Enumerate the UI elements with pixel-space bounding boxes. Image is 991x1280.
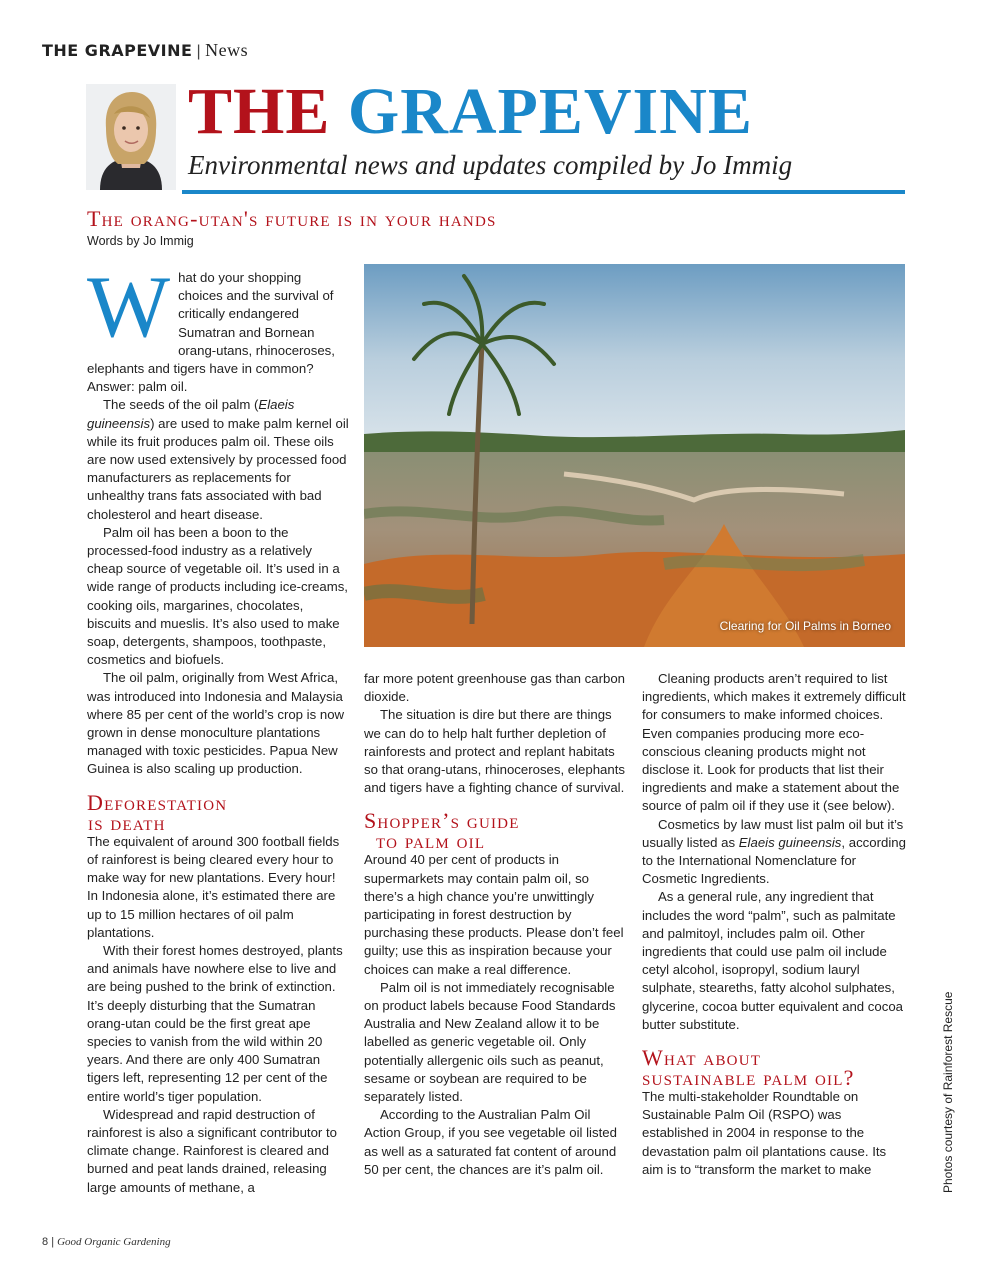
masthead-title (188, 76, 753, 148)
photo-caption: Clearing for Oil Palms in Borneo (719, 619, 891, 633)
subheading-line: is death (88, 809, 166, 835)
paragraph-text: , according to the International Nomenclature for Cosmetic Ingredients. (642, 834, 906, 887)
masthead-word-1: THE (188, 75, 331, 148)
subheading-shoppers-guide (364, 808, 626, 854)
paragraph (87, 396, 349, 523)
article-title: The orang-utan's future is in your hands (87, 206, 497, 231)
paragraph: The oil palm, originally from West Africa, was introduced into Indonesia and Malaysia where 85 per cent of the world’s crop is now grown in dense monoculture plantations managed with toxic pesticides. Papua New Guinea is also scaling up production. (87, 670, 345, 777)
hero-photo (364, 264, 905, 647)
paragraph-text: ) are used to make palm kernel oil while its fruit produces palm oil. These oils are now used extensively by processed food manufacturers as replacements for unhealthy trans fats associated with bad cholesterol and heart disease. (87, 415, 349, 522)
subheading-line: Shopper’s guide (364, 808, 520, 834)
palm-clearing-image (364, 264, 905, 647)
subheading-line: What about (642, 1045, 762, 1071)
masthead-tagline: Environmental news and updates compiled by Jo Immig (188, 150, 793, 180)
species-name: Elaeis guineensis (738, 834, 842, 850)
paragraph: The situation is dire but there are things we can do to help halt further depletion of rainforests and protect and replant habitats so that orang-utans, rhinoceroses, elephants and tigers have a fighting chance of survival. (364, 707, 625, 796)
species-name: Elaeis guineensis (87, 397, 295, 431)
footer-separator: | (51, 1236, 55, 1248)
masthead-rule (182, 190, 905, 194)
paragraph: As a general rule, any ingredient that includes the word “palm”, such as palmitate and palmitoyl, includes palm oil. Other ingredients that could use palm oil include cetyl alcohol, isopropyl, sodium lauryl sulphate, steareths, fatty alcohol sulphates, glycerine, cocoa butter equivalent and cocoa butter substitute. (642, 889, 903, 1032)
paragraph-text: The seeds of the oil palm ( (103, 397, 259, 413)
brand-label: THE GRAPEVINE (42, 41, 193, 60)
paragraph: The multi-stakeholder Roundtable on Sustainable Palm Oil (RSPO) was established in 2004 in response to the devastation palm oil plantations cause. Its aim is to “transform the market to make (642, 1089, 887, 1177)
publication-name: Good Organic Gardening (57, 1236, 171, 1248)
photo-credit: Photos courtesy of Rainforest Rescue (941, 991, 955, 1193)
separator: | (196, 43, 202, 60)
paragraph: Widespread and rapid destruction of rainforest is also a significant contributor to climate change. Rainforest is cleared and burned and peat lands drained, releasing large amounts of methane, a (87, 1106, 337, 1195)
subheading-line: to palm oil (376, 828, 486, 854)
paragraph (87, 259, 349, 396)
author-photo (86, 84, 176, 190)
paragraph: Palm oil is not immediately recognisable on product labels because Food Standards Australia and New Zealand allow it to be labelled as generic vegetable oil. Only potentially allergenic oils such as peanut, sesame or soybean are required to be separately listed. (364, 979, 616, 1105)
paragraph: The equivalent of around 300 football fields of rainforest is being cleared every hour to make way for new plantations. Every hour! In Indonesia alone, it’s estimated there are up to 15 million hectares of oil palm plantations. (87, 833, 340, 940)
section-name: News (205, 40, 249, 60)
paragraph (642, 816, 906, 889)
drop-cap: W (87, 259, 171, 356)
article-byline: Words by Jo Immig (87, 234, 194, 248)
subheading-line: sustainable palm oil? (642, 1065, 855, 1091)
paragraph: far more potent greenhouse gas than carbon dioxide. (364, 671, 625, 705)
page-footer (42, 1236, 171, 1248)
author-portrait (86, 84, 176, 190)
column-1 (87, 259, 349, 1197)
subheading-sustainable (642, 1045, 906, 1091)
subheading-deforestation (87, 789, 349, 835)
paragraph: According to the Australian Palm Oil Action Group, if you see vegetable oil listed as well as a saturated fat content of around 50 per cent, the chances are it’s palm oil. (364, 1107, 617, 1177)
paragraph: Around 40 per cent of products in supermarkets may contain palm oil, so there’s a high chance you’re unwittingly participating in forest destruction by purchasing these products. Please don’t feel guilty; use this as inspiration because your choices can make a real difference. (364, 852, 624, 977)
paragraph: Palm oil has been a boon to the processed-food industry as a relatively cheap source of vegetable oil. It’s used in a wide range of products including ice-creams, cooking oils, margarines, chocolates, biscuits and mueslis. It’s also used to make soap, detergents, shampoos, toothpaste, cosmetics and biofuels. (87, 524, 348, 668)
paragraph-text: hat do your shopping choices and the survival of critically endangered Sumatran and Bornean orang-utans, rhinoceroses, elephants and tigers have in common? Answer: palm oil. (87, 270, 335, 395)
paragraph: With their forest homes destroyed, plants and animals have nowhere else to live and are being pushed to the brink of extinction. It’s deeply disturbing that the Sumatran orang-utan could be the first great ape species to vanish from the wild within 20 years. And there are only 400 Sumatran tigers left, representing 12 per cent of the entire world’s tiger population. (87, 942, 343, 1104)
subheading-line: Deforestation (87, 789, 228, 815)
page-number: 8 (42, 1236, 49, 1248)
paragraph-text: Cosmetics by law must list palm oil but it’s usually listed as (642, 816, 904, 850)
paragraph: Cleaning products aren’t required to list ingredients, which makes it extremely difficult for consumers to make informed choices. Even companies producing more eco-conscious cleaning products might not disclose it. Look for products that list their ingredients and make a statement about the source of palm oil if they use it (see below). (642, 671, 906, 814)
section-label (42, 40, 248, 61)
column-3 (642, 670, 906, 1179)
masthead-word-2: GRAPEVINE (347, 75, 753, 148)
column-2 (364, 670, 626, 1179)
